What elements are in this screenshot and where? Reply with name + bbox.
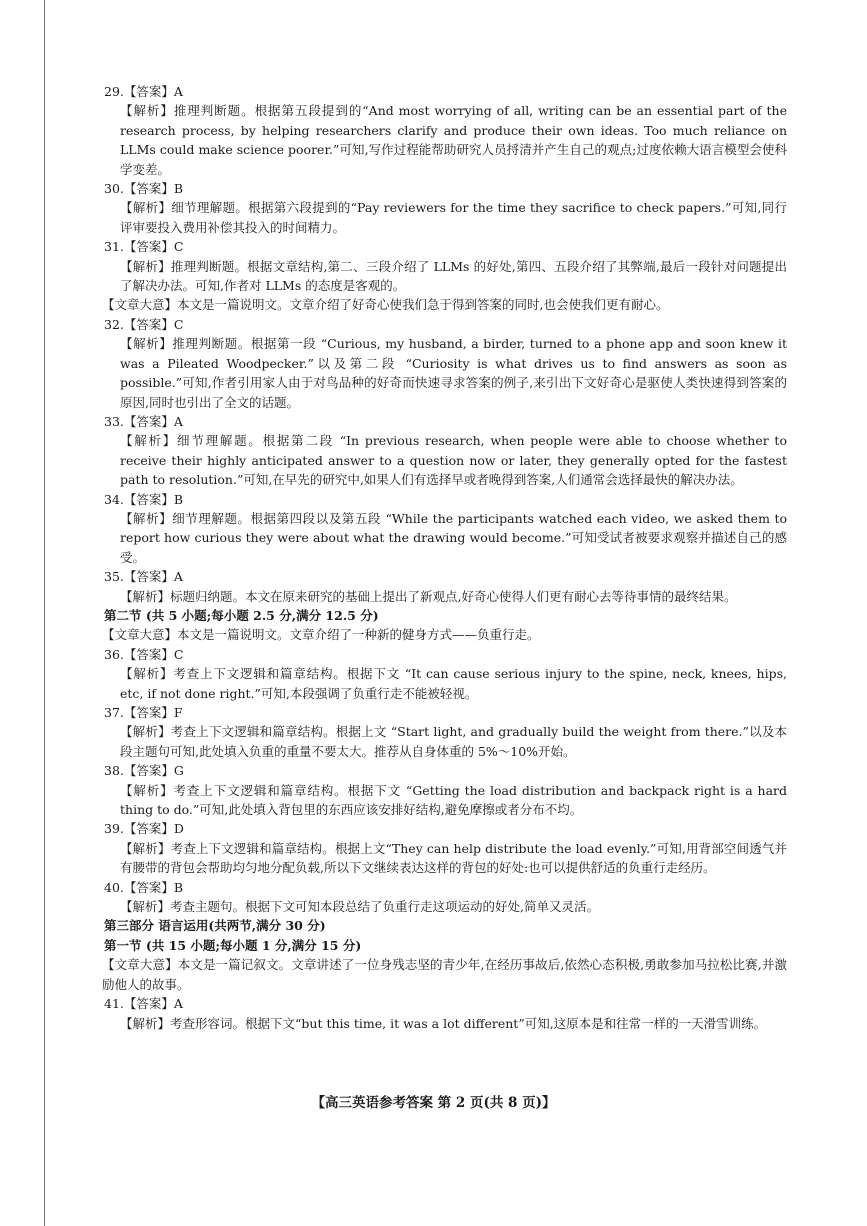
section-heading-part3-section1: 第一节 (共 15 小题;每小题 1 分,满分 15 分) <box>104 937 362 953</box>
answer-40: 40.【答案】B <box>104 879 184 895</box>
section-heading-part3: 第三部分 语言运用(共两节,满分 30 分) <box>104 918 326 934</box>
answer-31: 31.【答案】C <box>104 239 184 255</box>
explanation-38: 【解析】考查上下文逻辑和篇章结构。根据下文 “Getting the load distribution and backpack right is a hard thing to do.”可知,此处填入背包里的东西应该安排好结构,避免摩擦或者分布不均。 <box>120 782 787 818</box>
answer-content <box>104 82 787 1033</box>
explanation-30: 【解析】细节理解题。根据第六段提到的“Pay reviewers for the time they sacrifice to check papers.”可知,同行评审要投入费用补偿其投入的时间精力。 <box>120 200 787 235</box>
explanation-34: 【解析】细节理解题。根据第四段以及第五段 “While the participants watched each video, we asked them to report how curious they were about what the drawing would become.”可知受试者被要求观察并描述自己的感受。 <box>120 510 787 565</box>
answer-38: 38.【答案】G <box>104 763 184 779</box>
explanation-33: 【解析】细节理解题。根据第二段 “In previous research, when people were able to choose whether to receive their highly anticipated answer to a question now or later, they generally opted for the fastest path to resolution.”可知,在早先的研究中,如果人们有选择早或者晚得到答案,人们通常会选择最快的解决办法。 <box>120 433 787 488</box>
answer-37: 37.【答案】F <box>104 705 183 720</box>
explanation-39: 【解析】考查上下文逻辑和篇章结构。根据上文“They can help distribute the load evenly.”可知,用背部空间透气并有腰带的背包会帮助均匀地分配负载,所以下文继续表达这样的背包的好处:也可以提供舒适的负重行走经历。 <box>120 840 787 876</box>
answer-29: 29.【答案】A <box>104 84 183 99</box>
answer-39: 39.【答案】D <box>104 821 184 837</box>
answer-32: 32.【答案】C <box>104 316 184 332</box>
binding-margin-line <box>44 0 45 1226</box>
explanation-29: 【解析】推理判断题。根据第五段提到的“And most worrying of all, writing can be an essential part of the research process, by helping researchers clarify and produce their own ideas. Too much reliance on LLMs could make science poorer.”可知,写作过程能帮助研究人员捋清并产生自己的观点;过度依赖大语言模型会使科学变差。 <box>120 103 787 177</box>
section-heading-part2-section2: 第二节 (共 5 小题;每小题 2.5 分,满分 12.5 分) <box>104 607 379 623</box>
explanation-31: 【解析】推理判断题。根据文章结构,第二、三段介绍了 LLMs 的好处,第四、五段介绍了其弊端,最后一段针对问题提出了解决办法。可知,作者对 LLMs 的态度是客观的。 <box>120 258 787 294</box>
explanation-36: 【解析】考查上下文逻辑和篇章结构。根据下文 “It can cause serious injury to the spine, neck, knees, hips, etc, if not done right.”可知,本段强调了负重行走不能被轻视。 <box>120 666 787 701</box>
passage-summary-d: 【文章大意】本文是一篇说明文。文章介绍了好奇心使我们急于得到答案的同时,也会使我们更有耐心。 <box>102 297 669 313</box>
explanation-37: 【解析】考查上下文逻辑和篇章结构。根据上文 “Start light, and gradually build the weight from there.”以及本段主题句可知,此处填入负重的重量不要太大。推荐从自身体重的 5%～10%开始。 <box>120 724 787 759</box>
explanation-35: 【解析】标题归纳题。本文在原来研究的基础上提出了新观点,好奇心使得人们更有耐心去等待事情的最终结果。 <box>120 588 737 604</box>
passage-summary-cloze: 【文章大意】本文是一篇记叙文。文章讲述了一位身残志坚的青少年,在经历事故后,依然心态积极,勇敢参加马拉松比赛,并激励他人的故事。 <box>102 957 787 992</box>
page-footer: 【高三英语参考答案 第 2 页(共 8 页)】 <box>311 1095 556 1111</box>
answer-33: 33.【答案】A <box>104 413 183 429</box>
explanation-32: 【解析】推理判断题。根据第一段 “Curious, my husband, a birder, turned to a phone app and soon knew it was a Pileated Woodpecker.”以及第二段 “Curiosity is what drives us to find answers as soon as possible.”可知,作者引用家人由于对鸟品种的好奇而快速寻求答案的例子,来引出下文好奇心是驱使人类快速得到答案的原因,同时也引出了全文的话题。 <box>120 336 787 410</box>
answer-41: 41.【答案】A <box>104 996 183 1012</box>
answer-35: 35.【答案】A <box>104 569 183 585</box>
passage-summary-7-choose-5: 【文章大意】本文是一篇说明文。文章介绍了一种新的健身方式——负重行走。 <box>102 627 540 643</box>
answer-34: 34.【答案】B <box>104 491 184 507</box>
explanation-40: 【解析】考查主题句。根据下文可知本段总结了负重行走这项运动的好处,简单又灵活。 <box>120 899 599 915</box>
explanation-41: 【解析】考查形容词。根据下文“but this time, it was a lot different”可知,这原本是和往常一样的一天滑雪训练。 <box>120 1015 767 1031</box>
answer-30: 30.【答案】B <box>104 181 184 197</box>
answer-36: 36.【答案】C <box>104 646 184 662</box>
